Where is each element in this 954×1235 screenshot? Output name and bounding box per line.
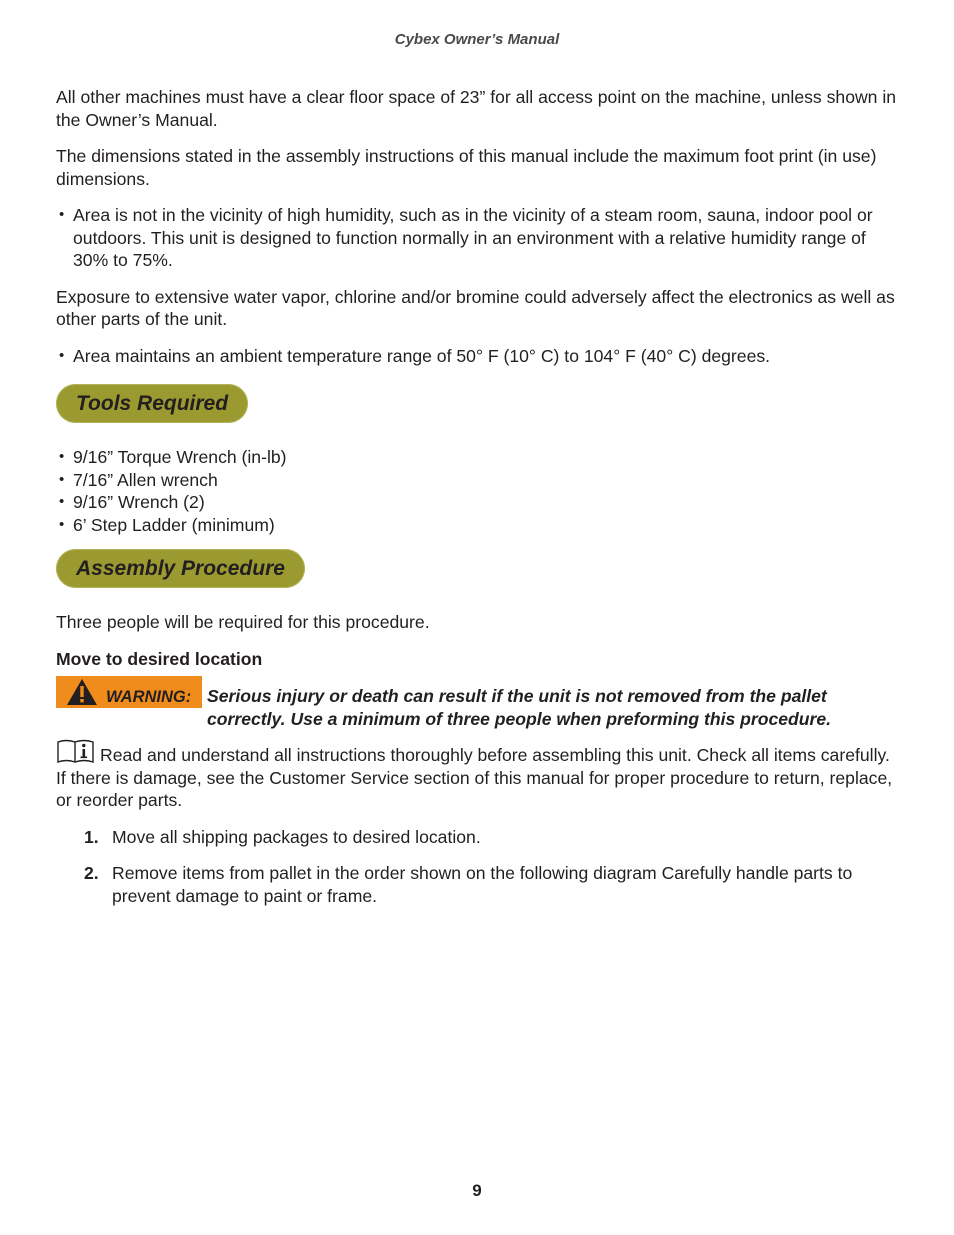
step-text: Move all shipping packages to desired location. bbox=[112, 826, 481, 847]
info-book-icon bbox=[56, 739, 96, 763]
temperature-bullet-list bbox=[56, 345, 901, 368]
dimensions-paragraph: The dimensions stated in the assembly instructions of this manual include the maximum foot print (in use) dimensions. bbox=[56, 146, 877, 189]
exposure-paragraph: Exposure to extensive water vapor, chlorine and/or bromine could adversely affect the electronics as well as other parts of the unit. bbox=[56, 286, 895, 329]
step-text: Remove items from pallet in the order shown on the following diagram Carefully handle parts to prevent damage to paint or frame. bbox=[112, 863, 853, 906]
page-content bbox=[56, 86, 901, 921]
assembly-step bbox=[84, 862, 901, 907]
humidity-bullet: • Area is not in the vicinity of high humidity, such as in the vicinity of a steam room, sauna, indoor pool or outdoors. This unit is designed to function normally in an environment with a relative humidity range of 30% to 75%. bbox=[56, 204, 901, 272]
manual-header-title: Cybex Owner’s Manual bbox=[394, 31, 560, 48]
floor-space-paragraph: All other machines must have a clear floor space of 23” for all access point on the machine, unless shown in the Owner’s Manual. bbox=[56, 87, 897, 130]
warning-label: WARNING: bbox=[106, 688, 192, 706]
tool-item: • 6’ Step Ladder (minimum) bbox=[56, 514, 901, 537]
warning-block bbox=[56, 685, 901, 731]
step-number: 1. bbox=[84, 826, 99, 847]
warning-text: Serious injury or death can result if the unit is not removed from the pallet correctly. Use a minimum of three people when preforming this procedure. bbox=[207, 686, 832, 729]
step-number: 2. bbox=[84, 863, 99, 883]
tools-required-heading: Tools Required bbox=[56, 384, 248, 423]
tools-list bbox=[56, 446, 901, 536]
humidity-bullet-list bbox=[56, 204, 901, 272]
temperature-bullet: • Area maintains an ambient temperature range of 50° F (10° C) to 104° F (40° C) degrees. bbox=[56, 345, 901, 368]
tool-item: • 9/16” Wrench (2) bbox=[56, 491, 901, 514]
assembly-procedure-heading: Assembly Procedure bbox=[56, 549, 305, 588]
assembly-step bbox=[84, 826, 901, 849]
warning-badge bbox=[56, 676, 202, 708]
tool-item: • 7/16” Allen wrench bbox=[56, 469, 901, 492]
assembly-steps-list bbox=[56, 826, 901, 908]
info-text: Read and understand all instructions thoroughly before assembling this unit. Check all items carefully. If there is damage, see the Customer Service section of this manual for proper procedure to return, replace, or reorder parts. bbox=[56, 745, 893, 810]
info-paragraph bbox=[56, 739, 901, 812]
move-location-subheading: Move to desired location bbox=[56, 648, 263, 669]
warning-triangle-icon bbox=[66, 678, 98, 706]
page-number: 9 bbox=[472, 1181, 482, 1200]
tool-item: • 9/16” Torque Wrench (in-lb) bbox=[56, 446, 901, 469]
people-required-paragraph: Three people will be required for this procedure. bbox=[56, 612, 430, 632]
